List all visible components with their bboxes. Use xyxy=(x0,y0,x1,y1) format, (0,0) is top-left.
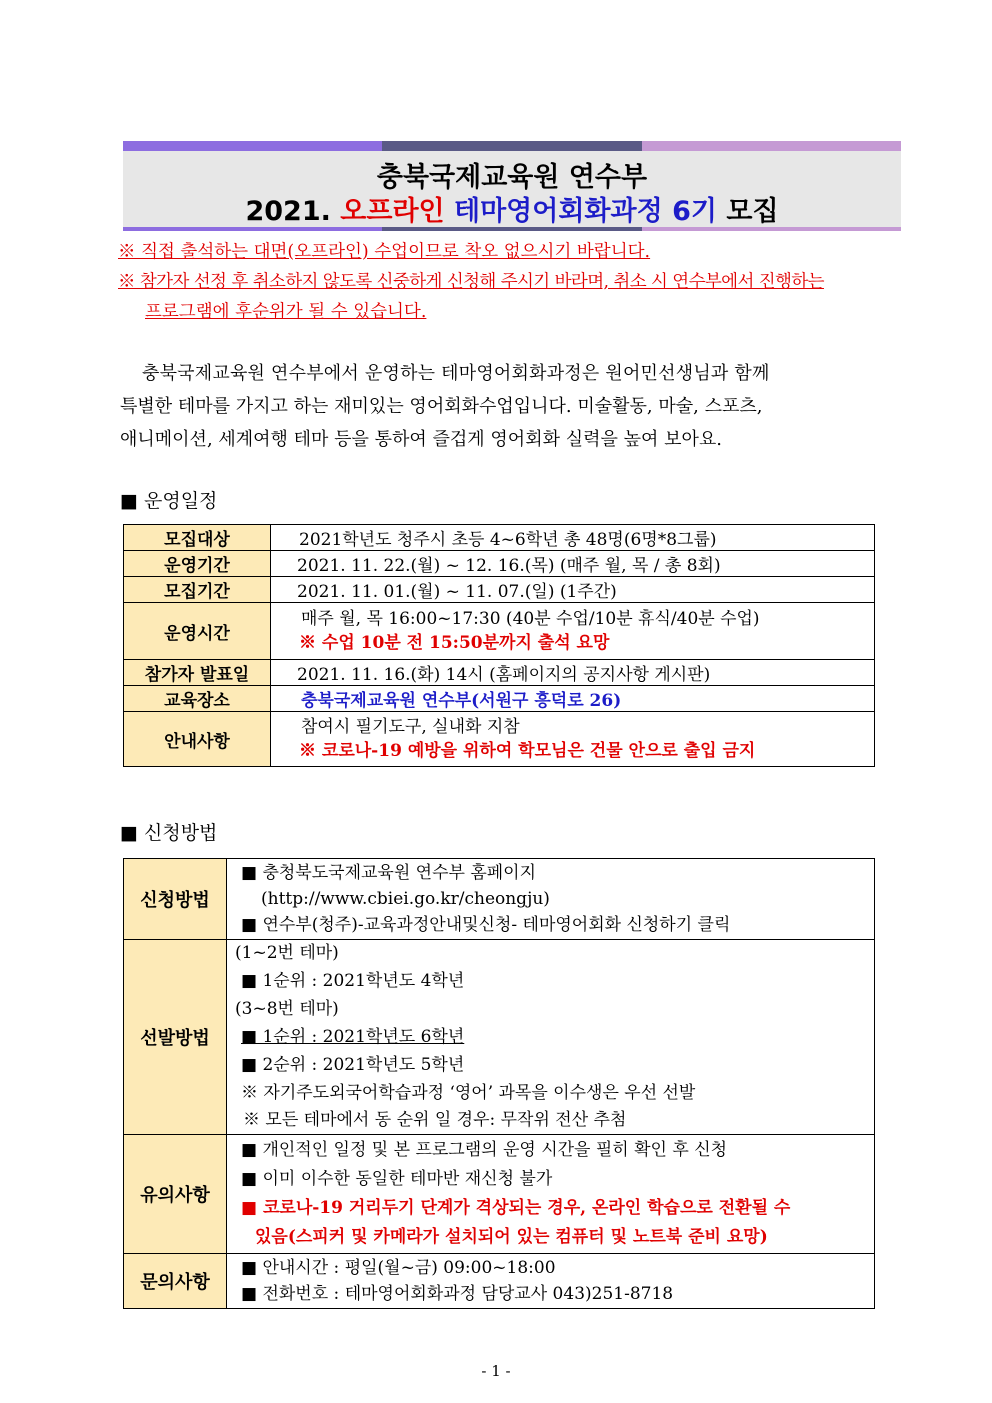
apply-line: ■ 충청북도국제교육원 연수부 홈페이지 xyxy=(241,863,537,883)
table-row xyxy=(124,859,875,940)
notice-1: ※ 직접 출석하는 대면(오프라인) 수업이므로 착오 없으시기 바랍니다. xyxy=(118,242,651,262)
row-label: 운영기간 xyxy=(124,551,271,577)
caution-line: ■ 개인적인 일정 및 본 프로그램의 운영 시간을 필히 확인 후 신청 xyxy=(241,1140,728,1160)
notice-2: ※ 참가자 선정 후 취소하지 않도록 신중하게 신청해 주시기 바라며, 취소 시 연수부에서 진행하는 xyxy=(118,272,824,292)
table-row xyxy=(124,1135,875,1254)
title-line-1: 충북국제교육원 연수부 xyxy=(376,162,648,193)
schedule-heading: ■ 운영일정 xyxy=(120,490,218,512)
banner-stripe xyxy=(382,227,642,231)
apply-line: (http://www.cbiei.go.kr/cheongju) xyxy=(261,889,550,909)
title-offline: 오프라인 xyxy=(340,196,445,227)
row-value: 2021. 11. 01.(월) ~ 11. 07.(일) (1주간) xyxy=(271,577,875,603)
banner-stripe xyxy=(642,141,901,151)
row-note: ※ 코로나-19 예방을 위하여 학모님은 건물 안으로 출입 금지 xyxy=(299,741,756,761)
title-line-2 xyxy=(123,189,901,228)
banner-stripe xyxy=(123,141,382,151)
selection-line: (1~2번 테마) xyxy=(235,943,339,963)
table-row xyxy=(124,577,875,603)
title-year: 2021. xyxy=(245,196,331,227)
banner-stripe xyxy=(642,227,901,231)
row-value: 2021. 11. 22.(월) ~ 12. 16.(목) (매주 월, 목 / 총 8회) xyxy=(271,551,875,577)
row-label: 선발방법 xyxy=(124,940,227,1135)
selection-line: ※ 모든 테마에서 동 순위 일 경우: 무작위 전산 추첨 xyxy=(243,1110,627,1130)
selection-line: ※ 자기주도외국어학습과정 ‘영어’ 과목을 이수생은 우선 선발 xyxy=(241,1083,696,1103)
inquiry-line: ■ 전화번호 : 테마영어회화과정 담당교사 043)251-8718 xyxy=(241,1284,674,1304)
table-row xyxy=(124,686,875,712)
row-value: 2021. 11. 16.(화) 14시 (홈페이지의 공지사항 게시판) xyxy=(271,660,875,686)
row-label: 모집대상 xyxy=(124,525,271,551)
row-label: 교육장소 xyxy=(124,686,271,712)
row-note: ※ 수업 10분 전 15:50분까지 출석 요망 xyxy=(299,633,610,653)
banner-stripe xyxy=(123,227,382,231)
row-value-line: 참여시 필기도구, 실내화 지참 xyxy=(301,717,520,737)
row-label: 운영시간 xyxy=(124,603,271,660)
intro-line: 애니메이션, 세계여행 테마 등을 통하여 즐겁게 영어회화 실력을 높여 보아요. xyxy=(120,429,722,450)
apply-line: ■ 연수부(청주)-교육과정안내및신청- 테마영어회화 신청하기 클릭 xyxy=(241,915,731,935)
table-row xyxy=(124,1254,875,1309)
row-value: 2021학년도 청주시 초등 4~6학년 총 48명(6명*8그룹) xyxy=(271,525,875,551)
schedule-table xyxy=(123,524,875,767)
selection-line: (3~8번 테마) xyxy=(235,999,339,1019)
row-label: 안내사항 xyxy=(124,712,271,767)
intro-line: 특별한 테마를 가지고 하는 재미있는 영어회화수업입니다. 미술활동, 마술, 스포츠, xyxy=(120,396,763,417)
row-value xyxy=(271,712,875,767)
banner-stripe xyxy=(382,141,642,151)
intro-line: 충북국제교육원 연수부에서 운영하는 테마영어회화과정은 원어민선생님과 함께 xyxy=(142,363,770,384)
row-value xyxy=(227,940,875,1135)
caution-line-red: ■ 코로나-19 거리두기 단계가 격상되는 경우, 온라인 학습으로 전환될 수 xyxy=(241,1198,791,1218)
title-banner xyxy=(123,141,901,231)
page-number: - 1 - xyxy=(481,1362,511,1380)
notice-3: 프로그램에 후순위가 될 수 있습니다. xyxy=(145,302,427,322)
selection-line: ■ 1순위 : 2021학년도 6학년 xyxy=(241,1027,465,1047)
caution-line: ■ 이미 이수한 동일한 테마반 재신청 불가 xyxy=(241,1169,553,1189)
row-label: 문의사항 xyxy=(124,1254,227,1309)
row-value xyxy=(227,859,875,940)
row-label: 신청방법 xyxy=(124,859,227,940)
row-label: 모집기간 xyxy=(124,577,271,603)
table-row xyxy=(124,603,875,660)
selection-line: ■ 1순위 : 2021학년도 4학년 xyxy=(241,971,465,991)
apply-table xyxy=(123,858,875,1309)
inquiry-line: ■ 안내시간 : 평일(월~금) 09:00~18:00 xyxy=(241,1258,556,1278)
row-label: 참가자 발표일 xyxy=(124,660,271,686)
table-row xyxy=(124,660,875,686)
row-value xyxy=(227,1135,875,1254)
apply-heading: ■ 신청방법 xyxy=(120,822,218,844)
selection-line: ■ 2순위 : 2021학년도 5학년 xyxy=(241,1055,465,1075)
table-row xyxy=(124,525,875,551)
table-row xyxy=(124,712,875,767)
table-row xyxy=(124,551,875,577)
caution-line-red: 있음(스피커 및 카메라가 설치되어 있는 컴퓨터 및 노트북 준비 요망) xyxy=(255,1227,768,1247)
row-label: 유의사항 xyxy=(124,1135,227,1254)
table-row xyxy=(124,940,875,1135)
row-value xyxy=(271,603,875,660)
title-course: 테마영어회화과정 6기 xyxy=(454,196,717,227)
row-value-line: 매주 월, 목 16:00~17:30 (40분 수업/10분 휴식/40분 수업) xyxy=(301,609,760,629)
row-value xyxy=(227,1254,875,1309)
row-value: 충북국제교육원 연수부(서원구 흥덕로 26) xyxy=(271,686,875,712)
intro-paragraph xyxy=(120,357,875,456)
title-recruit: 모집 xyxy=(726,196,779,227)
